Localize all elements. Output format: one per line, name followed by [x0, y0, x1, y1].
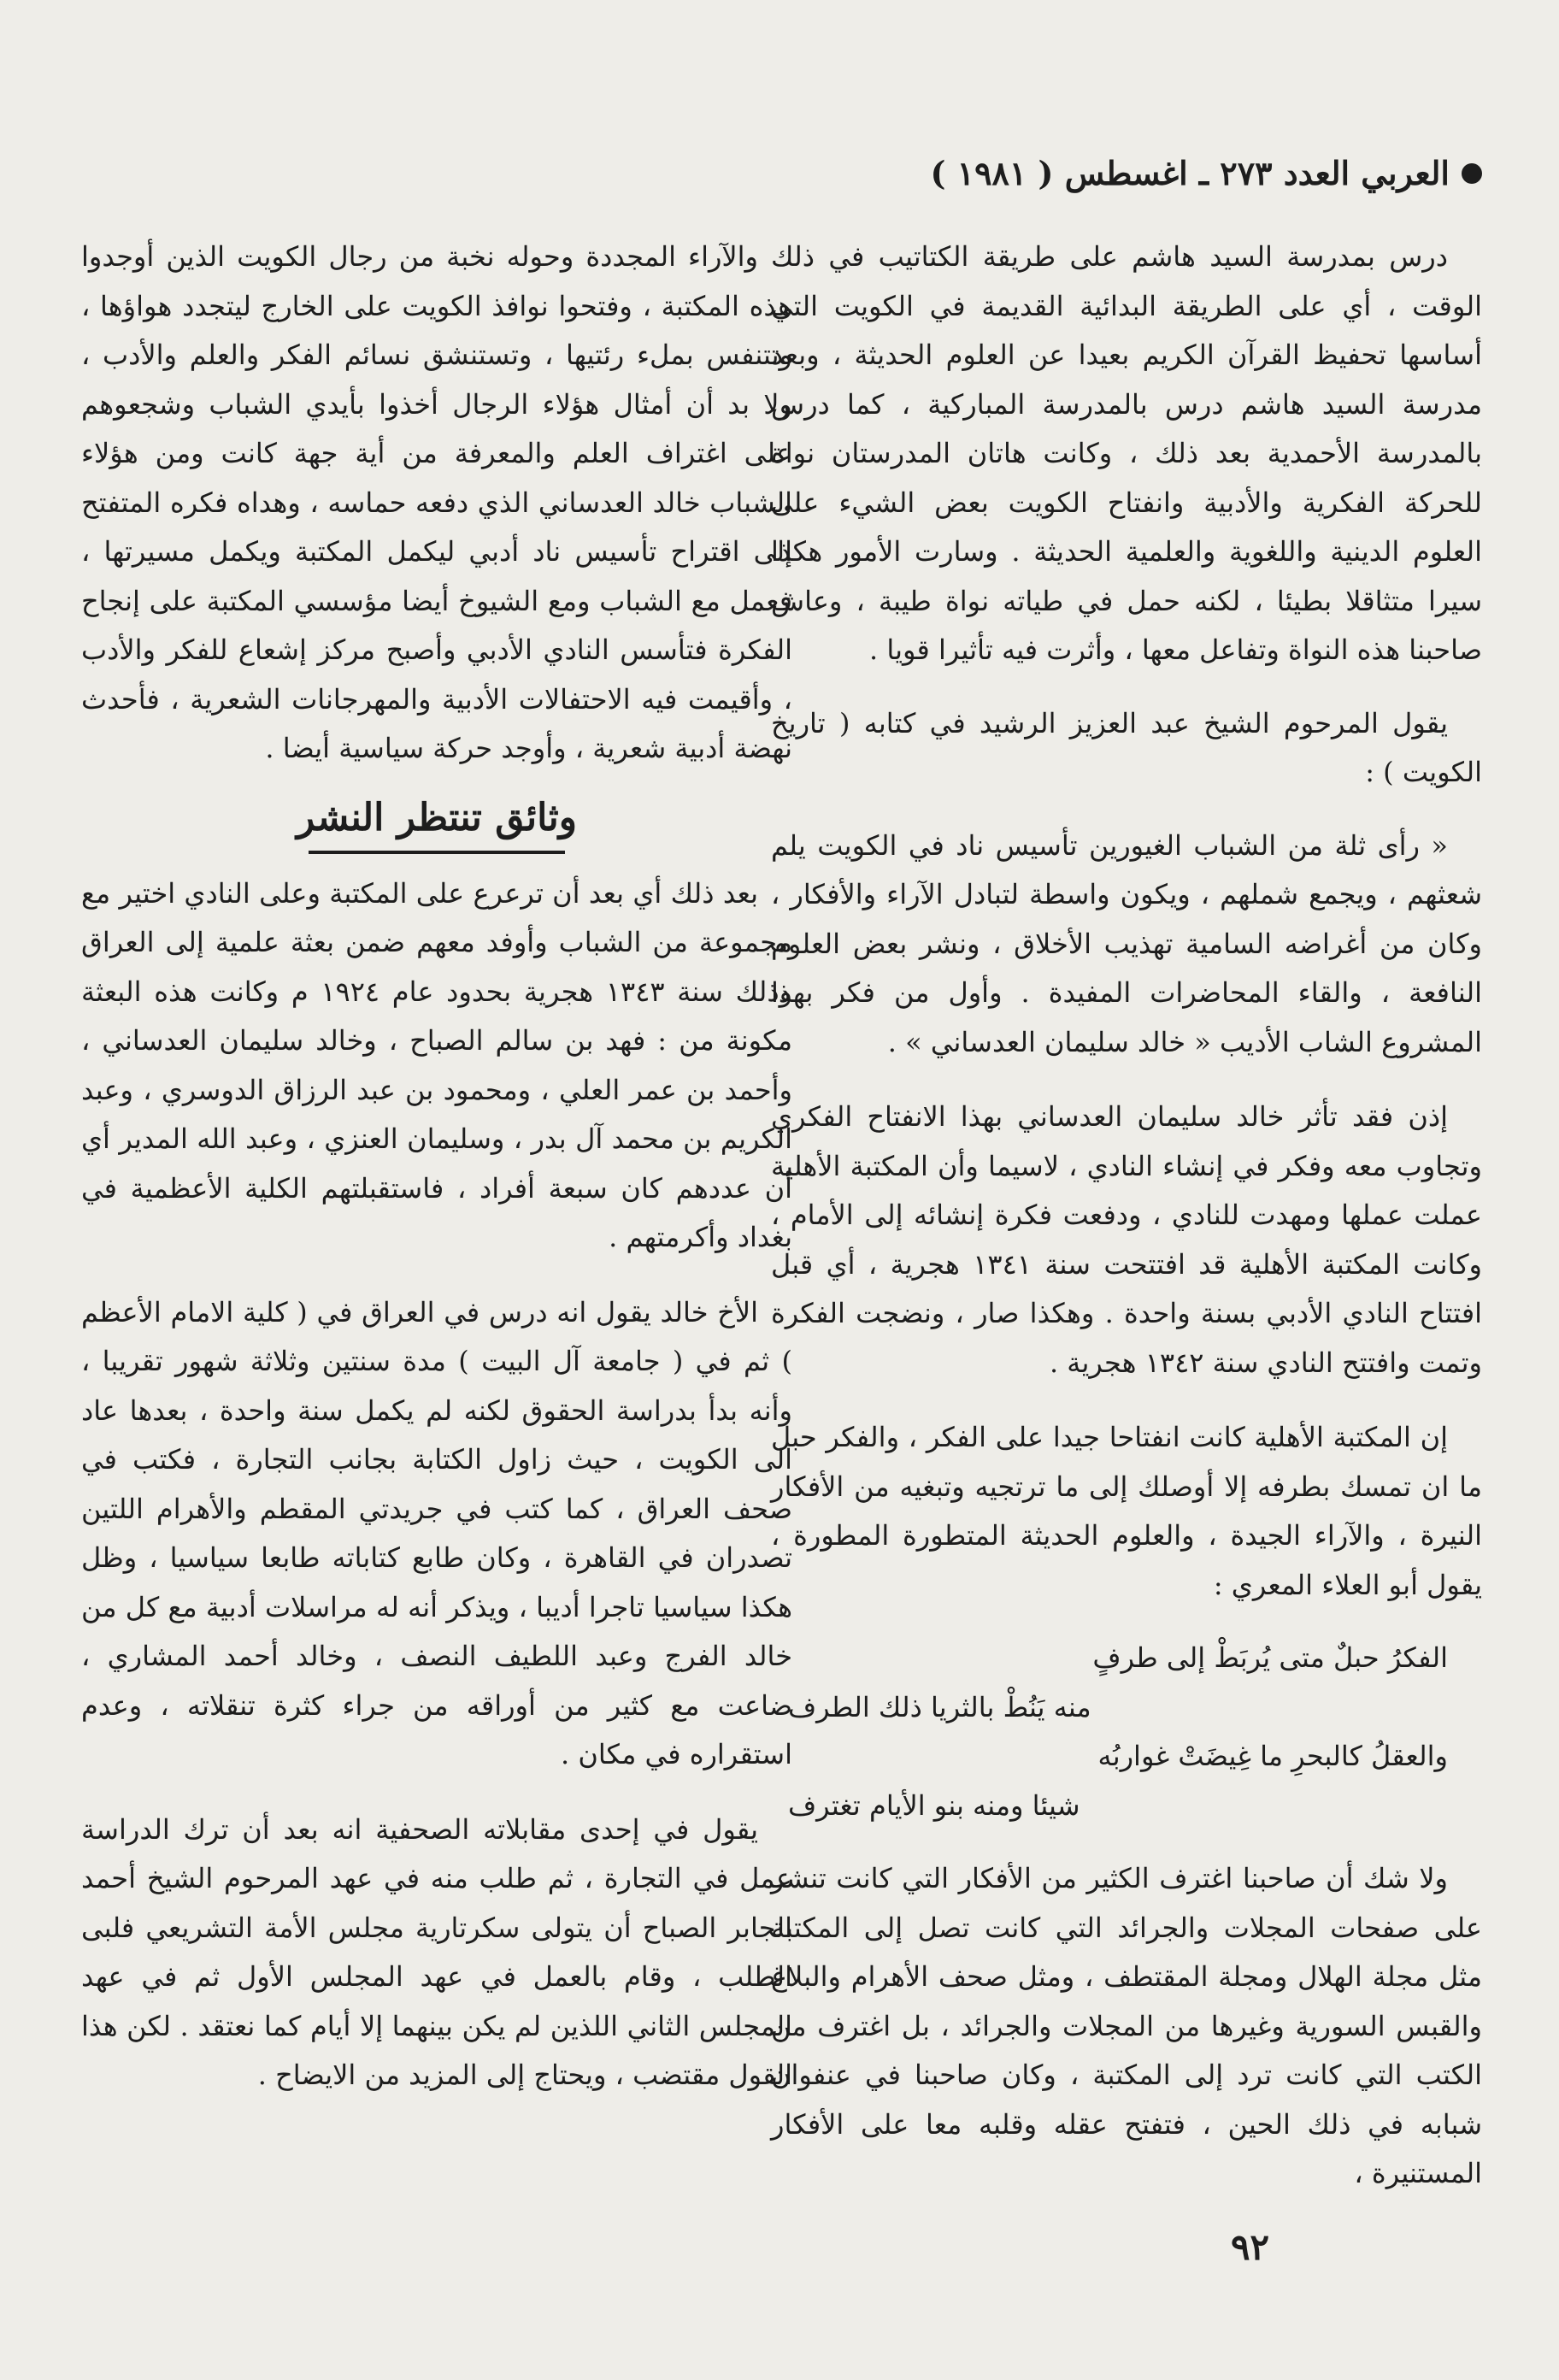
poem-hemistich: والعقلُ كالبحرِ ما غِيضَتْ غواربُه: [1097, 1740, 1448, 1772]
right-paragraph-6: ولا شك أن صاحبنا اغترف الكثير من الأفكار التي كانت تنشر على صفحات المجلات والجرائد التي كانت تصل إلى المكتبة مثل مجلة الهلال ومجلة المقتطف ، ومثل صحف الأهرام والبلاغ والقبس السورية وغيرها من المجلات والجرائد ، بل اغترف من الكتب التي كانت ترد إلى المكتبة ، وكان صاحبنا في عنفوان شبابه في ذلك الحين ، فتفتح عقله وقلبه معا على الأفكار المستنيرة ،: [771, 1862, 1483, 2189]
left-paragraph-1: والآراء المجددة وحوله نخبة من رجال الكويت الذين أوجدوا هذه المكتبة ، وفتحوا نوافذ الكويت على الخارج ليتجدد هواؤها ، وتتنفس بملء رئتيها ، وتستنشق نسائم الفكر والعلم والأدب ، ولا بد أن أمثال هؤلاء الرجال أخذوا بأيدي الشباب وشجعوهم على اغتراف العلم والمعرفة من أية جهة كانت ومن هؤلاء الشباب خالد العدساني الذي دفعه حماسه ، وهداه فكره المتفتح إلى اقتراح تأسيس ناد أدبي ليكمل المكتبة ويكمل مسيرتها ، فعمل مع الشباب ومع الشيوخ أيضا مؤسسي المكتبة على إنجاح الفكرة فتأسس النادي الأدبي وأصبح مركز إشعاع للفكر والأدب ، وأقيمت فيه الاحتفالات الأدبية والمهرجانات الشعرية ، فأحدث نهضة أدبية شعرية ، وأوجد حركة سياسية أيضا .: [81, 240, 793, 764]
right-paragraph-5: إن المكتبة الأهلية كانت انفتاحا جيدا على الفكر ، والفكر حبل ما ان تمسك بطرفه إلا أوصلك إلى ما ترتجيه وتبغيه من الأفكار النيرة ، والآراء الجيدة ، والعلوم الحديثة المتطورة المطورة ، يقول أبو العلاء المعري :: [771, 1421, 1483, 1601]
left-paragraph-4: يقول في إحدى مقابلاته الصحفية انه بعد أن ترك الدراسة عمل في التجارة ، ثم طلب منه في عهد المرحوم الشيخ أحمد الجابر الصباح أن يتولى سكرتارية مجلس الأمة التشريعي فلبى الطلب ، وقام بالعمل في عهد المجلس الأول ثم في عهد المجلس الثاني اللذين لم يكن بينهما إلا أيام كما نعتقد . لكن هذا القول مقتضب ، ويحتاج إلى المزيد من الايضاح .: [81, 1812, 792, 2091]
running-title: العربي العدد ٢٧٣ ـ اغسطس ( ١٩٨١ ): [930, 154, 1450, 192]
left-paragraph-3: الأخ خالد يقول انه درس في العراق في ( كلية الامام الأعظم ) ثم في ( جامعة آل البيت ) مدة سنتين وثلاثة شهور تقريبا ، وأنه بدأ بدراسة الحقوق لكنه لم يكمل سنة واحدة ، بعدها عاد الى الكويت ، حيث زاول الكتابة بجانب التجارة ، فكتب في صحف العراق ، كما كتب في جريدتي المقطم والأهرام اللتين تصدران في القاهرة ، وكان طابع كتاباته طابعا سياسيا ، وظل هكذا سياسيا تاجرا أديبا ، ويذكر أنه له مراسلات أدبية مع كل من خالد الفرج وعبد اللطيف النصف ، وخالد أحمد المشاري ، ضاعت مع كثير من أوراقه من جراء كثرة تنقلاته ، وعدم استقراره في مكان .: [81, 1295, 793, 1770]
poem-verse: [771, 1683, 1482, 1733]
poem-hemistich: الفكرُ حبلٌ متى يُربَطْ إلى طرفٍ: [1092, 1641, 1448, 1674]
poem-hemistich: شيئا ومنه بنو الأيام تغترف: [788, 1788, 1080, 1822]
poem-verse: [771, 1782, 1482, 1831]
right-paragraph-4: إذن فقد تأثر خالد سليمان العدساني بهذا الانفتاح الفكري وتجاوب معه وفكر في إنشاء النادي ، لاسيما وأن المكتبة الأهلية عملت عملها ومهدت للنادي ، ودفعت فكرة إنشائه إلى الأمام ، وكانت المكتبة الأهلية قد افتتحت سنة ١٣٤١ هجرية ، أي قبل افتتاح النادي الأدبي بسنة واحدة . وهكذا صار ، ونضجت الفكرة وتمت وافتتح النادي سنة ١٣٤٢ هجرية .: [771, 1100, 1483, 1379]
right-paragraph-2: يقول المرحوم الشيخ عبد العزيز الرشيد في كتابه ( تاريخ الكويت ) :: [771, 706, 1482, 788]
poem: [771, 1634, 1482, 1830]
right-paragraph-1: درس بمدرسة السيد هاشم على طريقة الكتاتيب في ذلك الوقت ، أي على الطريقة البدائية القديمة في الكويت التي أساسها تحفيظ القرآن الكريم بعيدا عن العلوم الحديثة ، وبعد مدرسة السيد هاشم درس بالمدرسة المباركية ، كما درس بالمدرسة الأحمدية بعد ذلك ، وكانت هاتان المدرستان نواة للحركة الفكرية والأدبية وانفتاح الكويت بعض الشيء على العلوم الدينية واللغوية والعلمية الحديثة . وسارت الأمور هكذا سيرا متثاقلا بطيئا ، لكنه حمل في طياته نواة طيبة ، وعاش صاحبنا هذه النواة وتفاعل معها ، وأثرت فيه تأثيرا قويا .: [771, 240, 1483, 666]
poem-verse: [771, 1732, 1482, 1782]
bullet-dot-icon: [1462, 163, 1482, 184]
poem-verse: [771, 1634, 1482, 1683]
running-header: [930, 154, 1482, 192]
right-column: [771, 233, 1482, 2199]
section-heading: وثائق تنتظر النشر: [296, 795, 578, 839]
heading-underline: [309, 851, 565, 854]
left-paragraph-2: بعد ذلك أي بعد أن ترعرع على المكتبة وعلى النادي اختير مع مجموعة من الشباب وأوفد معهم ضمن بعثة علمية إلى العراق وذلك سنة ١٣٤٣ هجرية بحدود عام ١٩٢٤ م وكانت هذه البعثة مكونة من : فهد بن سالم الصباح ، وخالد سليمان العدساني ، وأحمد بن عمر العلي ، ومحمود بن عبد الرزاق الدوسري ، وعبد الكريم بن محمد آل بدر ، وسليمان العنزي ، وعبد الله المدير أي أن عددهم كان سبعة أفراد ، فاستقبلتهم الكلية الأعظمية في بغداد وأكرمتهم .: [81, 876, 793, 1253]
right-paragraph-quote: « رأى ثلة من الشباب الغيورين تأسيس ناد في الكويت يلم شعثهم ، ويجمع شملهم ، ويكون واسطة لتبادل الآراء والأفكار ، وكان من أغراضه السامية تهذيب الأخلاق ، ونشر بعض العلوم النافعة ، والقاء المحاضرات المفيدة . وأول من فكر بهذا المشروع الشاب الأديب « خالد سليمان العدساني » .: [771, 828, 1482, 1058]
left-column: [81, 233, 792, 2100]
poem-hemistich: منه يَنُطْ بالثريا ذلك الطرف: [788, 1690, 1091, 1723]
page-number: ٩٢: [1231, 2226, 1270, 2268]
